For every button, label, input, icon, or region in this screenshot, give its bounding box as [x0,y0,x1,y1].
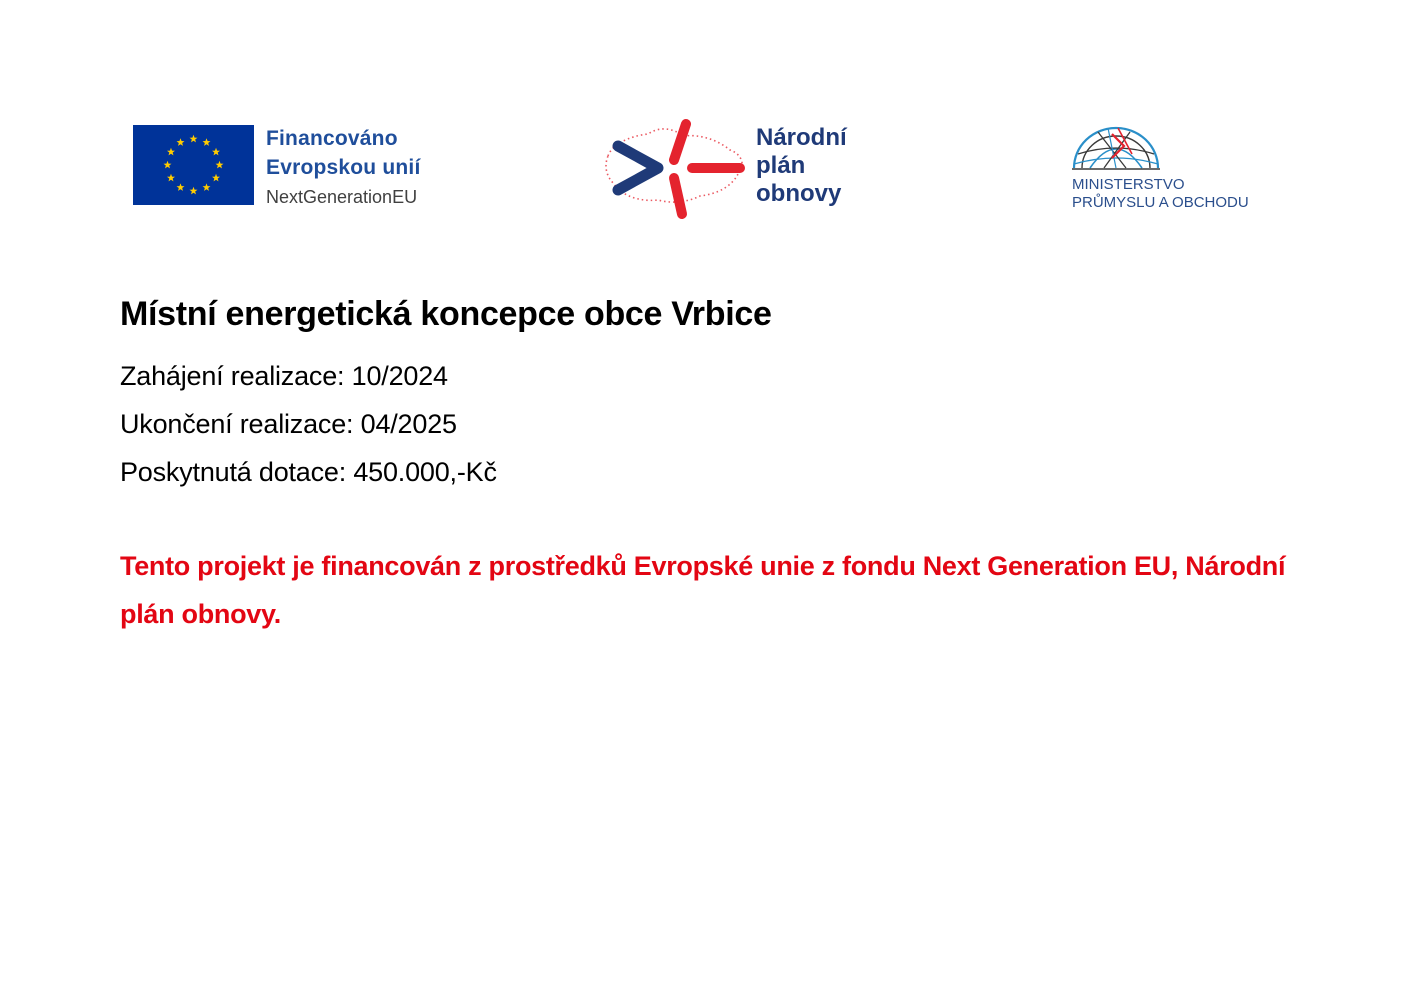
eu-funding-logo [133,124,453,208]
start-date: Zahájení realizace: 10/2024 [120,361,448,391]
page-title: Místní energetická koncepce obce Vrbice [120,295,772,333]
npo-logo-line1: Národní [756,124,847,151]
end-date: Ukončení realizace: 04/2025 [120,409,457,439]
eu-flag-icon [133,125,254,205]
mpo-logo-text [1072,176,1249,212]
mpo-logo [1068,124,1278,216]
eu-logo-text [266,124,456,212]
npo-mark-icon [600,116,750,220]
grant-amount: Poskytnutá dotace: 450.000,-Kč [120,457,497,487]
funding-note: Tento projekt je financován z prostředků Evropské unie z fondu Next Generation EU, Národní plán obnovy. [120,551,1286,629]
project-info [120,290,1320,638]
mpo-logo-line2: PRŮMYSLU A OBCHODU [1072,194,1249,211]
logo-bar [0,0,1415,240]
eu-logo-line1: Financováno [266,127,398,150]
mpo-logo-line1: MINISTERSTVO [1072,176,1185,193]
mpo-globe-icon [1068,124,1164,172]
eu-logo-line3: NextGenerationEU [266,187,418,207]
npo-logo-line3: obnovy [756,180,842,207]
npo-logo-text [756,124,847,208]
npo-logo [600,116,880,222]
npo-logo-line2: plán [756,152,806,179]
eu-logo-line2: Evropskou unií [266,156,421,179]
